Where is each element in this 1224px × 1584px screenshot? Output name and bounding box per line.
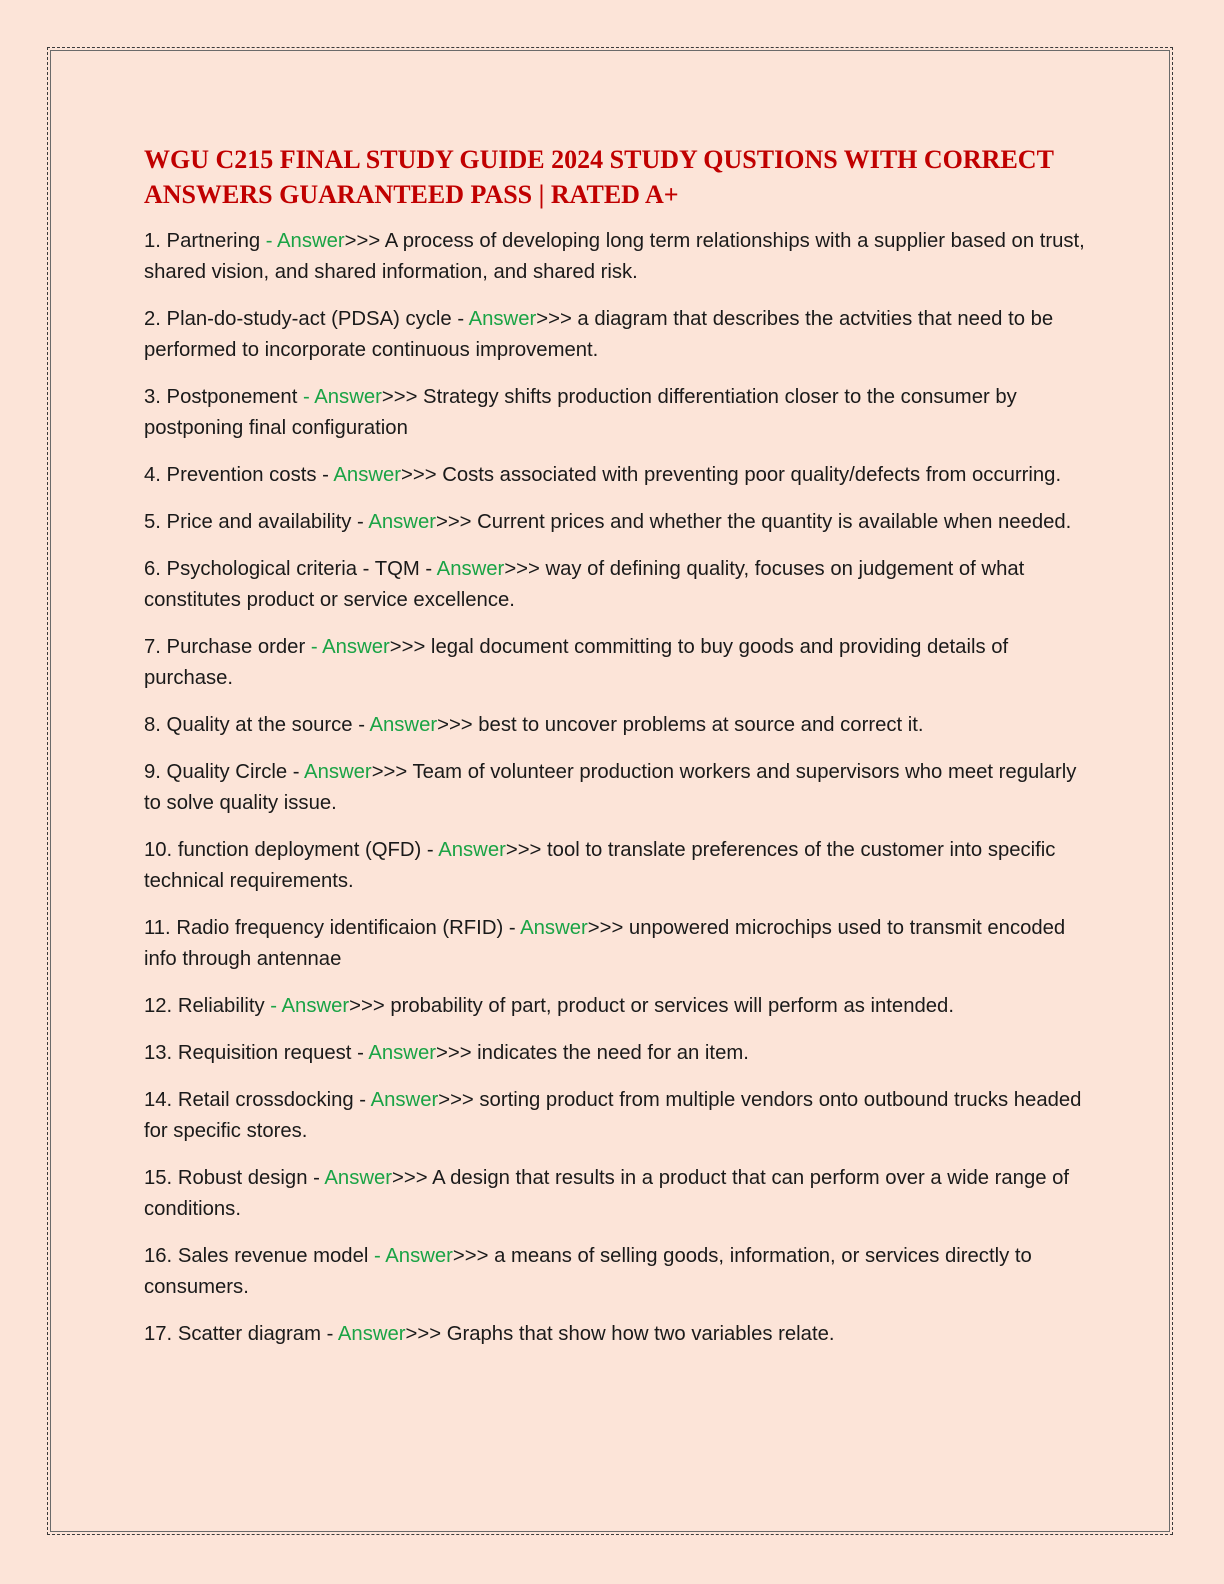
qa-item: [144, 991, 1090, 1022]
qa-answer-label: Answer: [368, 1042, 436, 1064]
qa-question: 9. Quality Circle -: [144, 761, 305, 783]
qa-question: 15. Robust design -: [144, 1167, 325, 1189]
qa-answer-label: Answer: [333, 464, 402, 486]
qa-question: 11. Radio frequency identificaion (RFID) -: [144, 917, 521, 939]
qa-question: 6. Psychological criteria - TQM -: [144, 558, 437, 580]
document-body: [144, 142, 1090, 1366]
qa-item: [144, 1163, 1090, 1225]
qa-answer: >>> a diagram that describes the actvities that need to be performed to incorporate continuous improvement.: [144, 308, 1054, 361]
qa-answer: >>> legal document committing to buy goods and providing details of purchase.: [144, 636, 1009, 689]
qa-answer-label: Answer: [468, 308, 537, 330]
qa-answer: >>> A process of developing long term relationships with a supplier based on trust, shared vision, and shared information, and shared risk.: [144, 230, 1085, 283]
qa-answer-label: Answer: [337, 1323, 406, 1345]
qa-question: 5. Price and availability -: [144, 511, 369, 533]
qa-item: [144, 226, 1090, 288]
qa-item: [144, 632, 1090, 694]
qa-answer: >>> Current prices and whether the quantity is available when needed.: [435, 511, 1072, 533]
qa-answer: >>> tool to translate preferences of the customer into specific technical requirements.: [144, 839, 1056, 892]
qa-item: [144, 460, 1090, 491]
document-title: WGU C215 FINAL STUDY GUIDE 2024 STUDY QUSTIONS WITH CORRECT ANSWERS GUARANTEED PASS | RATED A+: [144, 145, 1054, 209]
qa-question: 3. Postponement: [144, 386, 303, 408]
qa-answer-label: Answer: [369, 714, 438, 736]
qa-item: [144, 1085, 1090, 1147]
qa-question: 2. Plan-do-study-act (PDSA) cycle -: [144, 308, 469, 330]
qa-question: 4. Prevention costs -: [144, 464, 334, 486]
qa-item: [144, 554, 1090, 616]
qa-item: [144, 1319, 1090, 1350]
qa-answer: >>> way of defining quality, focuses on judgement of what constitutes product or service excellence.: [144, 558, 1025, 611]
qa-item: [144, 1241, 1090, 1303]
qa-item: [144, 835, 1090, 897]
qa-item: [144, 757, 1090, 819]
qa-answer-label: Answer: [520, 917, 588, 939]
qa-question: 14. Retail crossdocking -: [144, 1089, 371, 1111]
qa-answer-label: Answer: [436, 558, 505, 580]
qa-item: [144, 913, 1090, 975]
qa-answer: >>> A design that results in a product that can perform over a wide range of conditions.: [144, 1167, 1070, 1220]
qa-item: [144, 382, 1090, 444]
qa-answer: >>> sorting product from multiple vendors onto outbound trucks headed for specific stores.: [144, 1089, 1082, 1142]
qa-answer: >>> Strategy shifts production differentiation closer to the consumer by postponing final configuration: [144, 386, 1017, 439]
qa-answer: >>> probability of part, product or services will perform as intended.: [349, 995, 954, 1017]
qa-answer-label: - Answer: [265, 230, 345, 252]
qa-answer: >>> best to uncover problems at source and correct it.: [437, 714, 924, 736]
qa-answer: >>> indicates the need for an item.: [436, 1042, 749, 1064]
qa-question: 16. Sales revenue model: [144, 1245, 374, 1267]
qa-answer-label: - Answer: [270, 995, 350, 1017]
qa-question: 17. Scatter diagram -: [144, 1323, 338, 1345]
qa-answer-label: - Answer: [374, 1245, 453, 1267]
qa-answer-label: Answer: [438, 839, 506, 861]
qa-question: 7. Purchase order: [144, 636, 311, 658]
qa-answer: >>> unpowered microchips used to transmit encoded info through antennae: [144, 917, 1066, 970]
qa-answer-label: - Answer: [310, 636, 390, 658]
qa-question: 8. Quality at the source -: [144, 714, 370, 736]
qa-answer: >>> a means of selling goods, information, or services directly to consumers.: [144, 1245, 1032, 1298]
qa-answer: >>> Graphs that show how two variables relate.: [405, 1323, 835, 1345]
qa-question: 10. function deployment (QFD) -: [144, 839, 439, 861]
qa-list: [144, 226, 1090, 1350]
qa-answer-label: Answer: [324, 1167, 393, 1189]
qa-question: 12. Reliability: [144, 995, 271, 1017]
qa-item: [144, 1038, 1090, 1069]
qa-item: [144, 507, 1090, 538]
qa-question: 13. Requisition request -: [144, 1042, 369, 1064]
qa-answer-label: Answer: [368, 511, 436, 533]
qa-answer-label: - Answer: [302, 386, 382, 408]
qa-item: [144, 304, 1090, 366]
qa-answer-label: Answer: [304, 761, 372, 783]
qa-answer: >>> Costs associated with preventing poor quality/defects from occurring.: [401, 464, 1062, 486]
qa-item: [144, 710, 1090, 741]
qa-answer-label: Answer: [370, 1089, 439, 1111]
qa-answer: >>> Team of volunteer production workers and supervisors who meet regularly to solve quality issue.: [144, 761, 1077, 814]
qa-question: 1. Partnering: [144, 230, 266, 252]
